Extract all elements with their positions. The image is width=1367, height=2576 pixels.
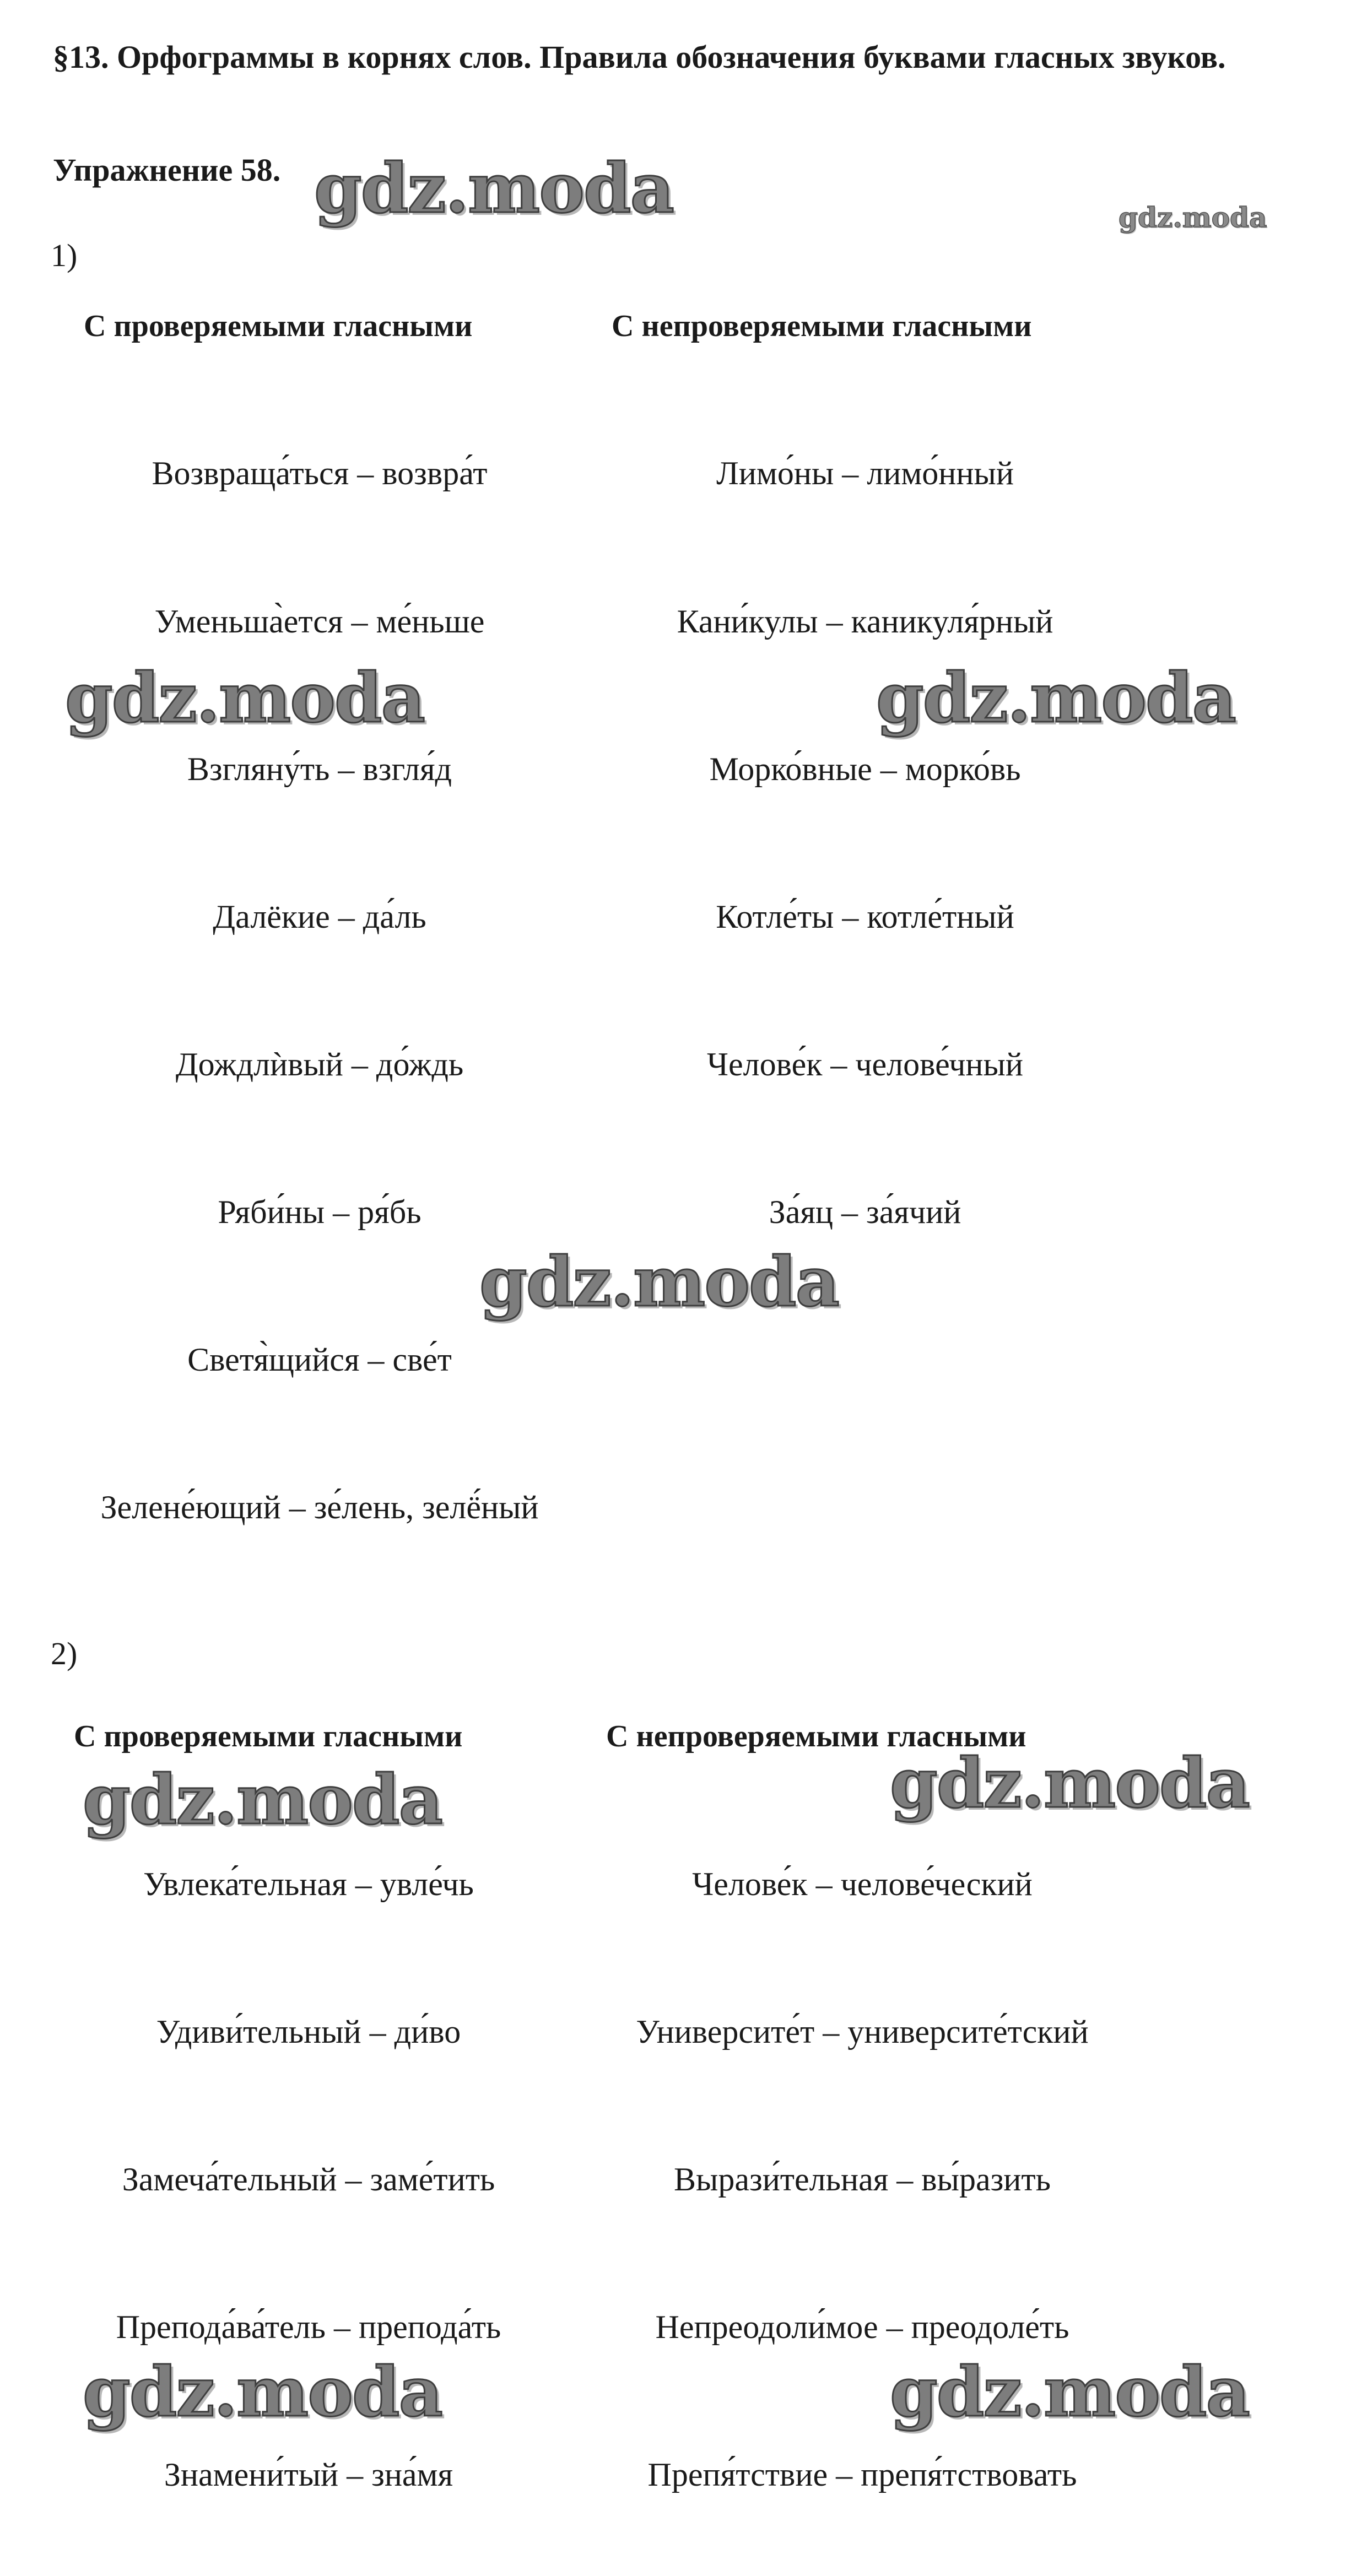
word-pair: Взгляну́ть – взгля́д xyxy=(187,751,452,787)
word-pair: Уменьша̀ется – ме́ньше xyxy=(154,603,485,640)
word-pair: Университе́т – университе́тский xyxy=(636,2014,1089,2050)
word-pair: Непреодоли́мое – преодоле́ть xyxy=(655,2309,1069,2345)
word-pair: Кани́кулы – каникуля́рный xyxy=(677,603,1053,640)
part-2-left-header: С проверяемыми гласными xyxy=(74,1719,463,1754)
word-pair: Удиви́тельный – ди́во xyxy=(156,2014,461,2050)
word-pair: Дождлѝвый – до́ждь xyxy=(175,1046,464,1083)
word-pair: Препя́тствие – препя́тствовать xyxy=(647,2456,1077,2493)
word-pair: Лимо́ны – лимо́нный xyxy=(716,455,1014,491)
watermark-logo: gdz.moda xyxy=(65,658,424,738)
word-pair: Препода́ва́тель – препода́ть xyxy=(116,2309,501,2345)
word-pair: Зелене́ющий – зе́лень, зелё́ный xyxy=(100,1489,539,1525)
section-heading: §13. Орфограммы в корнях слов. Правила обозначения буквами гласных звуков. xyxy=(53,39,1226,75)
part-1-left-header: С проверяемыми гласными xyxy=(84,309,473,343)
word-pair: Возвраща́ться – возвра́т xyxy=(152,455,488,491)
word-pair: Замеча́тельный – заме́тить xyxy=(122,2161,495,2198)
watermark-logo: gdz.moda xyxy=(83,1760,442,1840)
part-1-label: 1) xyxy=(51,237,78,273)
part-2-right-header: С непроверяемыми гласными xyxy=(606,1719,1026,1754)
watermark-logo: gdz.moda xyxy=(83,2352,442,2432)
word-pair: Котле́ты – котле́тный xyxy=(716,899,1014,935)
word-pair: Далёкие – да́ль xyxy=(213,899,426,935)
word-pair: Увлека́тельная – увле́чь xyxy=(143,1866,474,1902)
word-pair: Знамени́тый – зна́мя xyxy=(164,2456,453,2493)
watermark-logo: gdz.moda xyxy=(479,1242,839,1322)
word-pair: Челове́к – челове́ческий xyxy=(692,1866,1033,1902)
watermark-logo: gdz.moda xyxy=(1119,201,1267,234)
word-pair: Морко́вные – морко́вь xyxy=(709,751,1021,787)
word-pair: За́яц – за́ячий xyxy=(769,1194,961,1230)
word-pair: Вырази́тельная – вы́разить xyxy=(674,2161,1051,2198)
part-1-right-header: С непроверяемыми гласными xyxy=(612,309,1032,343)
part-2-label: 2) xyxy=(51,1636,78,1671)
word-pair: Челове́к – челове́чный xyxy=(707,1046,1023,1083)
watermark-logo: gdz.moda xyxy=(876,658,1235,738)
watermark-logo: gdz.moda xyxy=(890,2352,1249,2432)
watermark-logo: gdz.moda xyxy=(890,1744,1249,1823)
watermark-logo: gdz.moda xyxy=(314,149,673,229)
word-pair: Светя̀щийся – све́т xyxy=(187,1341,452,1378)
exercise-label: Упражнение 58. xyxy=(53,152,281,188)
word-pair: Ряби́ны – ря́бь xyxy=(218,1194,422,1230)
